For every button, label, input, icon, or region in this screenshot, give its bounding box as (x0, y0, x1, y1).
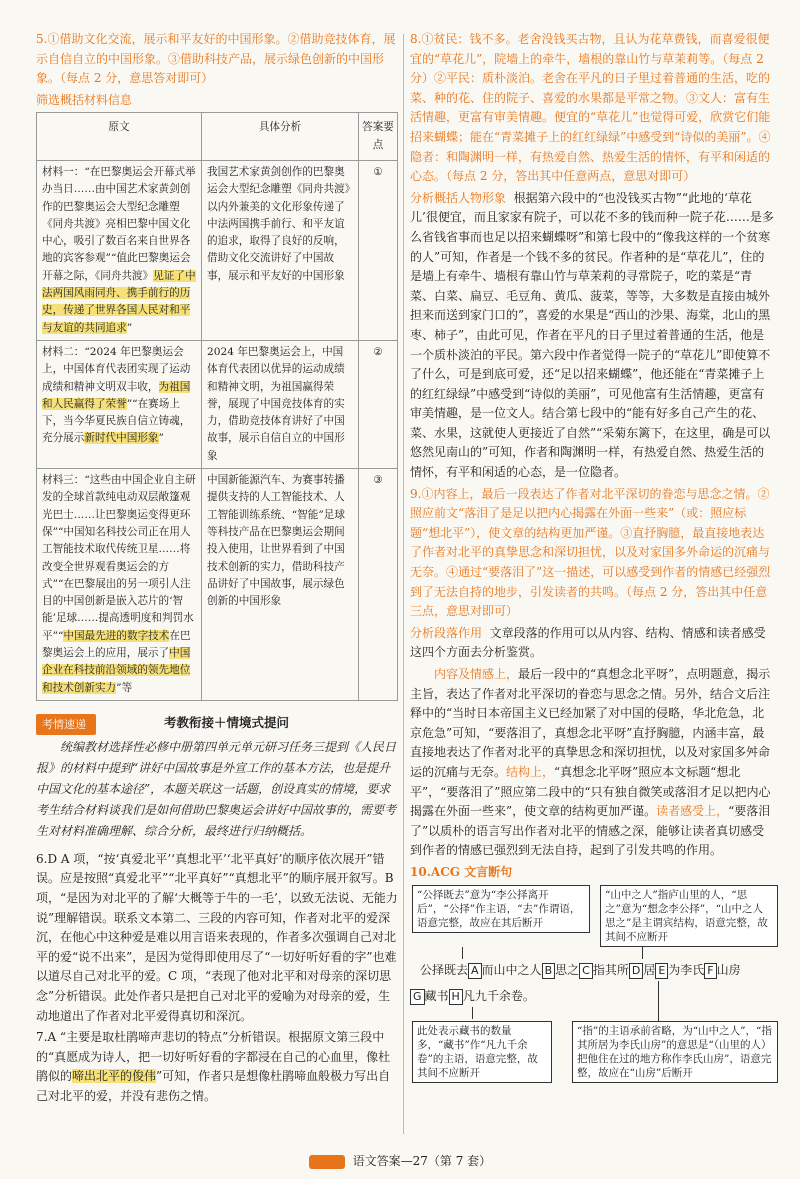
cell-text: ”等 (116, 681, 133, 694)
break-label: C (579, 963, 593, 979)
note-box: “山中之人”指庐山里的人，“思之”意为“想念李公择”，“山中之人思之”是主谓宾结构，语意完整，故其间不应断开 (600, 885, 778, 947)
sentence-seg: 公择既去 (420, 962, 469, 977)
exam-info-header (36, 713, 398, 735)
highlight-text: 啼出北平的俊伟 (72, 1069, 157, 1084)
sentence-seg: 凡九千余卷。 (462, 988, 535, 1003)
connector-line (658, 981, 659, 1021)
page-footer (0, 1152, 800, 1169)
sentence-line-2 (410, 989, 535, 1005)
connector-line (472, 1007, 473, 1019)
q9-aspect-label: 结构上， (506, 764, 555, 779)
exam-info-title: 考教衔接＋情境式提问 (164, 714, 290, 730)
table-cell-analysis: 我国艺术家黄剑创作的巴黎奥运会大型纪念雕塑《同舟共渡》以内外兼美的文化形象传递了中法两国携手前行、和平友谊的追求，取得了良好的反响，借助文化交流讲好了中国故事，展示和平友好的中国形象 (202, 160, 359, 340)
material-table (36, 112, 398, 701)
table-row (37, 469, 398, 701)
q9-analysis (410, 624, 774, 663)
sentence-seg: 为李氏 (668, 962, 705, 977)
q8-analysis (410, 189, 774, 483)
logo-icon (309, 1155, 345, 1169)
break-label: G (410, 989, 425, 1005)
cell-text: 材料一：“在巴黎奥运会开幕式举办当日……由中国艺术家黄剑创作的巴黎奥运会大型纪念雕塑《同舟共渡》亮相巴黎中国文化中心，吸引了数百名来自世界各地的宾客参观”“值此巴黎奥运会开幕之际，《同舟共渡》 (42, 165, 196, 282)
left-column (36, 30, 398, 1109)
break-label: F (704, 963, 716, 979)
q8-text: 根据第六段中的“也没钱买古物”“此地的‘草花儿’很便宜，而且家家有院子，可以花不多的钱而种一院子花……是多么省钱省事而也足以招来蝴蝶呀”和第七段中的“像我这样的一个贫寒的人”可知，作者是一个钱不多的贫民。作者种的是“草花儿”，住的是墙上有牵牛、墙根有靠山竹与草茉莉的寻常院子，吃的菜是“青菜、白菜、扁豆、毛豆角、黄瓜、菠菜，等等，大多数是直接由城外担来而送到家门口的”，喜爱的水果是“西山的沙果、海棠，北山的黑枣、柿子”，由此可见，作者在平凡的日子里过着普通的生活，他是一个质朴淡泊的平民。第六段中作者觉得一院子的“草花儿”即使算不了什么，可是到底可爱，还“足以招来蝴蝶”，他还能在“青菜摊子上的红红绿绿”中感受到“诗似的美丽”，可见他富有生活情趣，更富有审美情趣，是一位文人。结合第七段中的“能有好多自己产生的花、菜、水果，这就使人更接近了自然”“采菊东篱下，在这里，确是可以悠然见南山的”可知，作者和陶渊明一样，有热爱自然、热爱生活的情怀，有平和闲适的心态，是一位隐者。 (410, 190, 774, 480)
table-cell-analysis: 2024 年巴黎奥运会上，中国体育代表团以优异的运动成绩和精神文明，为祖国赢得荣誉，展现了中国竞技体育的实力，借助竞技体育讲好了中国故事，展示自信自立的中国形象 (202, 340, 359, 468)
q7-answer (36, 1028, 398, 1106)
sentence-seg: 居 (643, 962, 656, 977)
q8-answer: 8.①贫民：钱不多。老舍没钱买古物，且认为花草费钱，而喜爱很便宜的“草花儿”，院墙上的牵牛，墙根的靠山竹与草茉莉等。（每点 2 分）②平民：质朴淡泊。老舍在平凡的日子里过着普通的生活，吃的菜、种的花、住的院子、喜爱的水果都是平常之物。③文人：富有生活情趣，更富有审美情趣。便宜的“草花儿”也觉得可爱，欣赏它们能招来蝴蝶；能在“青菜摊子上的红红绿绿”中感受到“诗似的美丽”。④隐者：和陶渊明一样，有热爱自然、热爱生活的情怀，有平和闲适的心态。（每点 2 分，答出其中任意两点，意思对即可） (410, 32, 771, 184)
sentence-seg: 藏书 (424, 988, 449, 1003)
sentence-seg: 思之 (555, 962, 580, 977)
q9-answer: 9.①内容上，最后一段表达了作者对北平深切的眷恋与思念之情。②照应前文“落泪了是足以把内心揭露在外面一些来”（或：照应标题“想北平”），使文章的结构更加严谨。③直抒胸臆，最直接地表达了作者对北平的真挚思念和深切担忧，以及对家国多外命运的沉痛与无奈。④通过“要落泪了”这一描述，可以感受到作者的情感已经强烈到了无法自持的地步，引发读者的共鸣。（每点 2 分，答出其中任意三点，意思对即可） (410, 486, 771, 619)
q5-method-tag: 筛选概括材料信息 (36, 92, 133, 107)
cell-text: ” (126, 321, 133, 334)
q9-text: “要落泪了”以质朴的语言写出作者对北平的情感之深，能够让读者真切感受到作者的情感已强烈到无法自持，起到了引发共鸣的作用。 (410, 804, 771, 858)
highlight-text: 新时代中国形象 (84, 432, 159, 445)
q9-text: 文章段落的作用可以从内容、结构、情感和读者感受这四个方面去分析鉴赏。 (410, 625, 766, 660)
sentence-seg: 山房 (716, 962, 741, 977)
break-label: H (449, 989, 463, 1005)
exam-info-body: 统编教材选择性必修中册第四单元单元研习任务三提到《人民日报》的材料中提到“讲好中国故事是外宣工作的基本方法，也是提升中国文化的基本途径”，本题关联这一话题，创设真实的情境，要求考生结合材料谈我们是如何借助巴黎奥运会讲好中国故事的，需要考生对材料准确理解、综合分析，最终进行归纳概括。 (36, 739, 397, 838)
footer-text: 语文答案—27（第 7 套） (352, 1154, 492, 1168)
cell-text: 在巴黎奥运会上的应用，展示了 (42, 629, 191, 659)
table-header-cell: 具体分析 (202, 113, 359, 161)
table-cell-original (37, 340, 202, 468)
sentence-break-diagram (410, 885, 774, 1123)
table-row (37, 160, 398, 340)
sentence-line-1 (420, 963, 741, 979)
table-cell-point: ① (359, 160, 398, 340)
note-box: “指”的主语承前省略，为“山中之人”，“指其所居为李氏山房”的意思是“（山里的人）把他住在过的地方称作李氏山房”，语意完整，故应在“山房”后断开 (572, 1021, 778, 1083)
table-cell-original (37, 160, 202, 340)
cell-text: 材料二：“2024 年巴黎奥运会上，中国体育代表团实现了运动成绩和精神文明双丰收， (42, 345, 191, 393)
connector-line (642, 947, 643, 959)
highlight-text: 见证了中法两国风雨同舟、携手前行的历史，传递了世界各国人民对和平与友谊的共同追求 (42, 269, 196, 334)
break-label: D (629, 963, 643, 979)
q6-answer: 6.D A 项，“按‘真爱北平’‘真想北平’‘北平真好’的顺序依次展开”错误。应是按照“真爱北平”“北平真好”“真想北平”的顺序展开叙写。B 项，“是因为对北平的了解‘大概等于牛的一毛’，以致无法说、无能力说”理解错误。联系文本第二、三段的内容可知，作者对北平的爱深沉，在他心中这种爱是难以用言语来表现的，作者多次强调自己对北平的爱“说不出来”，是因为觉得即使用尽了“一切好听好看的字”也难以道尽自己对北平的爱。C 项，“表现了他对北平和对母亲的深切思念”分析错误。此处作者只是把自己对北平的爱喻为对母亲的爱，生动地道出了作者对北平爱得真切和深沉。 (36, 851, 398, 1023)
sentence-seg: 而山中之人 (481, 962, 542, 977)
right-column (410, 30, 774, 1123)
q10-title: 10.ACG 文言断句 (410, 864, 513, 879)
cell-text: ” (158, 432, 164, 445)
q9-method-tag: 分析段落作用 (410, 625, 483, 640)
table-cell-analysis: 中国新能源汽车、为赛事转播提供支持的人工智能技术、人工智能训练系统、“智能”足球等科技产品在巴黎奥运会期间投入使用，让世界看到了中国技术创新的实力，借助科技产品讲好了中国故事，展示绿色创新的中国形象 (202, 469, 359, 701)
exam-info-badge: 考情速递 (36, 714, 96, 736)
highlight-text: 中国最先进的数字技术 (63, 629, 170, 642)
q9-text: “真想念北平呀”照应本文标题“想北平”，“要落泪了”照应第二段中的“只有独自微笑或落泪才足以把内心揭露在外面一些来”，使文章的结构更加严谨。 (410, 764, 771, 819)
sentence-seg: 指其所 (592, 962, 629, 977)
break-label: A (468, 963, 482, 979)
q9-aspect-label: 内容及情感上， (434, 667, 519, 681)
break-label: B (542, 963, 556, 979)
highlight-text: 为祖国和人民赢得了荣誉 (42, 380, 191, 410)
q7-text: ”可知，作者只是想像杜鹃啼血般极力写出自己对北平的爱，并没有悲伤之情。 (36, 1069, 391, 1103)
table-header-cell: 答案要点 (359, 113, 398, 161)
column-divider (403, 34, 404, 1134)
table-header-row (37, 113, 398, 161)
cell-text: 材料三：“这些由中国企业自主研发的全球首款纯电动双层敞篷观光巴士……让巴黎奥运变得更环保”“中国知名科技公司正在用人工智能技术取代传统卫星……将改变全世界观看奥运会的方式”“在巴黎展出的另一项引人注目的中国创新是嵌入芯片的‘智能’足球……提高透明度和判罚水平”“ (42, 474, 196, 642)
table-header-cell: 原文 (37, 113, 202, 161)
cell-text: ”“在赛场上下，当今华夏民族自信立铸魂，充分展示 (42, 397, 191, 445)
connector-line (462, 947, 463, 959)
q9-text: 最后一段中的“真想念北平呀”，点明题意，揭示主旨，表达了作者对北平深切的眷恋与思念之情。另外，结合文后注释中的“当时日本帝国主义已经加紧了对中国的侵略，华北危急，北京危急”可知，“要落泪了，真想念北平呀”直抒胸臆，内涵丰富，最直接地表达了作者对北平的真挚思念和深切担忧，以及对家国多舛命运的沉痛与无奈。 (410, 667, 771, 779)
q9-paragraph (410, 665, 774, 861)
table-cell-point: ③ (359, 469, 398, 701)
note-box: 此处表示藏书的数量多，“藏书”作“凡九千余卷”的主语，语意完整，故其间不应断开 (412, 1021, 552, 1083)
table-cell-original (37, 469, 202, 701)
q8-method-tag: 分析概括人物形象 (410, 190, 507, 205)
table-cell-point: ② (359, 340, 398, 468)
break-label: E (655, 963, 668, 979)
q5-answer: 5.①借助文化交流，展示和平友好的中国形象。②借助竞技体育，展示自信自立的中国形象。③借助科技产品，展示绿色创新的中国形象。（每点 2 分，意思答对即可） (36, 32, 396, 86)
highlight-text: 中国企业在科技前沿领域的领先地位和技术创新实力 (42, 646, 191, 694)
table-row (37, 340, 398, 468)
q9-aspect-label: 读者感受上， (656, 804, 729, 819)
q7-text: 7.A “主要是取杜鹃啼声悲切的特点”分析错误。根据原文第三段中的“真愿成为诗人，把一切好听好看的字都浸在自己的心血里，像杜鹃似的 (36, 1030, 391, 1084)
note-box: “公择既去”意为“李公择离开后”，“公择”作主语，“去”作谓语，语意完整，故应在其后断开 (412, 885, 590, 933)
